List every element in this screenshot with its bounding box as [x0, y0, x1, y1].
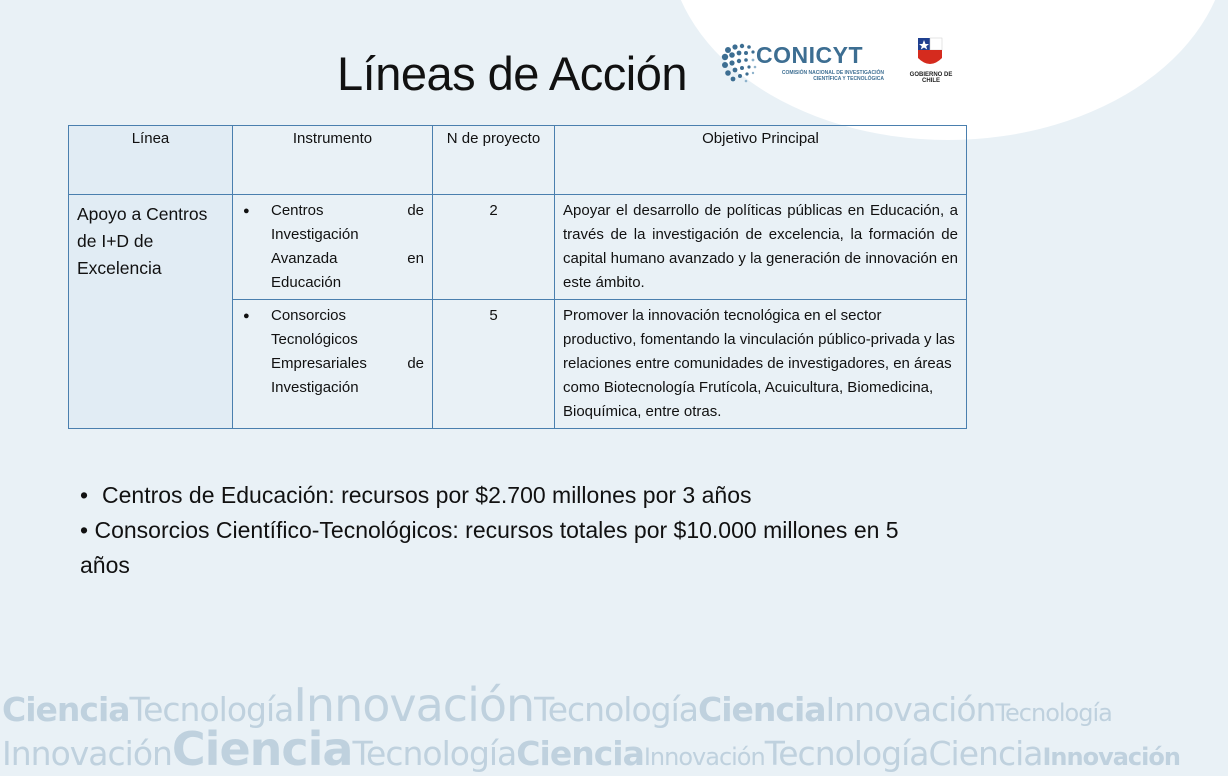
header-n-proyecto: N de proyecto	[433, 126, 555, 195]
objetivo-cell: Promover la innovación tecnológica en el sector productivo, fomentando la vinculación público-privada y las relaciones entre comunidades de investigadores, en áreas como Biotecnología Frutícola, Acuicultura, Biomedicina, Bioquímica, entre otras.	[555, 300, 967, 429]
slide-title: Líneas de Acción	[337, 47, 687, 100]
bullet-icon: •	[80, 482, 89, 508]
footer-line-1: CienciaTecnologíaInnovaciónTecnologíaCienciaInnovaciónTecnología	[2, 678, 1112, 732]
action-lines-table	[68, 125, 967, 429]
conicyt-wordmark: CONICYT	[756, 42, 863, 68]
footer-watermark	[0, 672, 1180, 776]
gobierno-shield-icon	[914, 36, 946, 70]
conicyt-subtitle: COMISIÓN NACIONAL DE INVESTIGACIÓN CIENTÍFICA Y TECNOLÓGICA	[781, 70, 884, 82]
list-item: • Centros de Educación: recursos por $2.700 millones por 3 años	[80, 478, 940, 513]
bullet-icon: ●	[243, 310, 250, 322]
table-header-row	[69, 126, 967, 195]
linea-cell: Apoyo a Centros de I+D de Excelencia	[69, 195, 233, 429]
n-proyecto-cell: 5	[433, 300, 555, 429]
instrumento-cell: ● Consorcios Tecnológicos Empresariales de Investigación	[233, 300, 433, 429]
gobierno-label: GOBIERNO DE CHILE	[909, 72, 953, 84]
header-instrumento: Instrumento	[233, 126, 433, 195]
n-proyecto-cell: 2	[433, 195, 555, 300]
header-objetivo: Objetivo Principal	[555, 126, 967, 195]
list-item: • Consorcios Científico-Tecnológicos: recursos totales por $10.000 millones en 5 años	[80, 517, 899, 578]
bullet-icon: ●	[243, 205, 250, 217]
bullet-icon: •	[80, 517, 95, 543]
header-linea: Línea	[69, 126, 233, 195]
instrumento-cell: ● Centros de Investigación Avanzada en Educación	[233, 195, 433, 300]
table-row	[69, 195, 967, 300]
summary-bullets	[80, 478, 940, 583]
gobierno-logo	[900, 36, 962, 86]
conicyt-logo	[720, 40, 885, 88]
objetivo-cell: Apoyar el desarrollo de políticas públicas en Educación, a través de la investigación de excelencia, la formación de capital humano avanzado y la generación de innovación en este ámbito.	[555, 195, 967, 300]
footer-line-2: InnovaciónCienciaTecnologíaCienciaInnovaciónTecnologíaCienciaInnovación	[2, 722, 1180, 776]
